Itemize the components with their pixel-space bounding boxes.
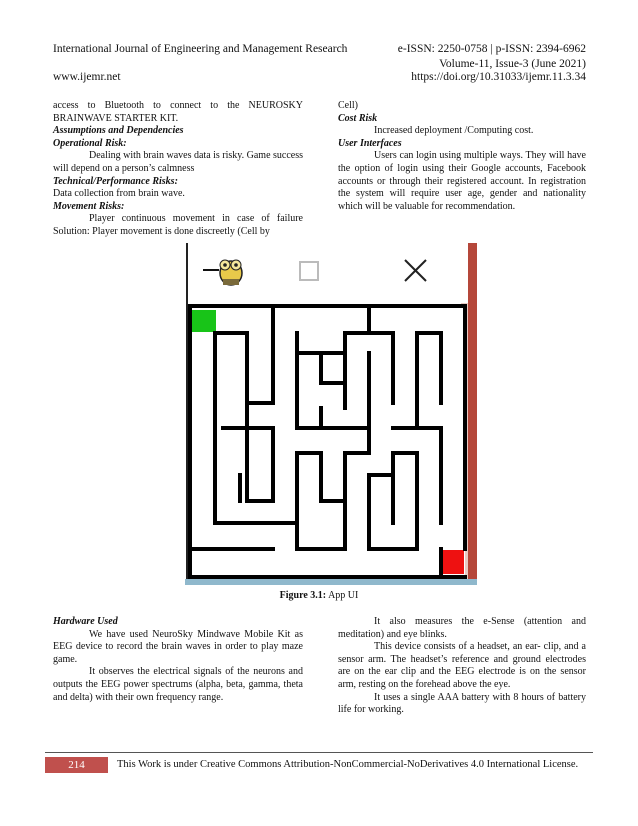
goal-cell [441, 550, 464, 574]
license-text: This Work is under Creative Commons Attribution-NonCommercial-NoDerivatives 4.0 International License. [117, 759, 579, 770]
paragraph: Dealing with brain waves data is risky. Game success will depend on a person’s calmness [53, 150, 304, 174]
device-description [338, 616, 586, 717]
paragraph: Data collection from brain wave. [53, 188, 185, 200]
journal-title: International Journal of Engineering and Management Research [53, 43, 348, 55]
right-column [338, 100, 586, 213]
paragraph: We have used NeuroSky Mindwave Mobile Kit as EEG device to record the brain waves in order to play maze game. [53, 628, 303, 665]
app-ui-figure [185, 243, 477, 585]
subheading: Technical/Performance Risks: [53, 175, 178, 187]
paragraph: Users can login using multiple ways. They will have the option of login using their Google accounts, Facebook accounts or through their registered account. In registration the system will require user age, gender and nationality which will be valuable for recommendation. [338, 150, 586, 212]
paragraph: It observes the electrical signals of the neurons and outputs the EEG power spectrums (alpha, beta, gamma, theta and delta) with their own frequency range. [53, 666, 303, 703]
figure-caption [0, 590, 638, 601]
paragraph: This device consists of a headset, an ear- clip, and a sensor arm. The headset’s reference and ground electrodes are on the ear clip and the EEG electrode is on the sensor arm, resting on the forehead above the eye. [338, 641, 586, 690]
paragraph: It also measures the e-Sense (attention and meditation) and eye blinks. [338, 616, 586, 640]
paragraph: access to Bluetooth to connect to the NEUROSKY BRAINWAVE STARTER KIT. [53, 100, 303, 124]
paragraph: Player continuous movement in case of failure Solution: Player movement is done discreetly (Cell by [53, 213, 303, 237]
volume-issue: Volume-11, Issue-3 (June 2021) [439, 58, 586, 70]
section-heading: User Interfaces [338, 137, 402, 149]
section-heading: Hardware Used [53, 616, 118, 627]
caption-text: App UI [326, 590, 359, 601]
start-cell [192, 310, 216, 332]
paragraph: It uses a single AAA battery with 8 hours of battery life for working. [338, 691, 586, 716]
page-number: 214 [45, 757, 108, 773]
subheading: Movement Risks: [53, 200, 125, 212]
paragraph: Cell) [338, 100, 358, 111]
issn: e-ISSN: 2250-0758 | p-ISSN: 2394-6962 [397, 43, 586, 55]
caption-label: Figure 3.1: [279, 590, 327, 601]
section-heading: Cost Risk [338, 112, 378, 124]
website-link[interactable]: www.ijemr.net [53, 71, 121, 83]
section-heading: Assumptions and Dependencies [53, 125, 184, 137]
footer-divider [45, 752, 593, 753]
hardware-section [53, 616, 303, 704]
subheading: Operational Risk: [53, 137, 127, 149]
maze-board [190, 305, 465, 577]
left-column [53, 100, 303, 239]
doi-link[interactable]: https://doi.org/10.31033/ijemr.11.3.34 [411, 71, 586, 83]
paragraph: Increased deployment /Computing cost. [374, 125, 534, 137]
